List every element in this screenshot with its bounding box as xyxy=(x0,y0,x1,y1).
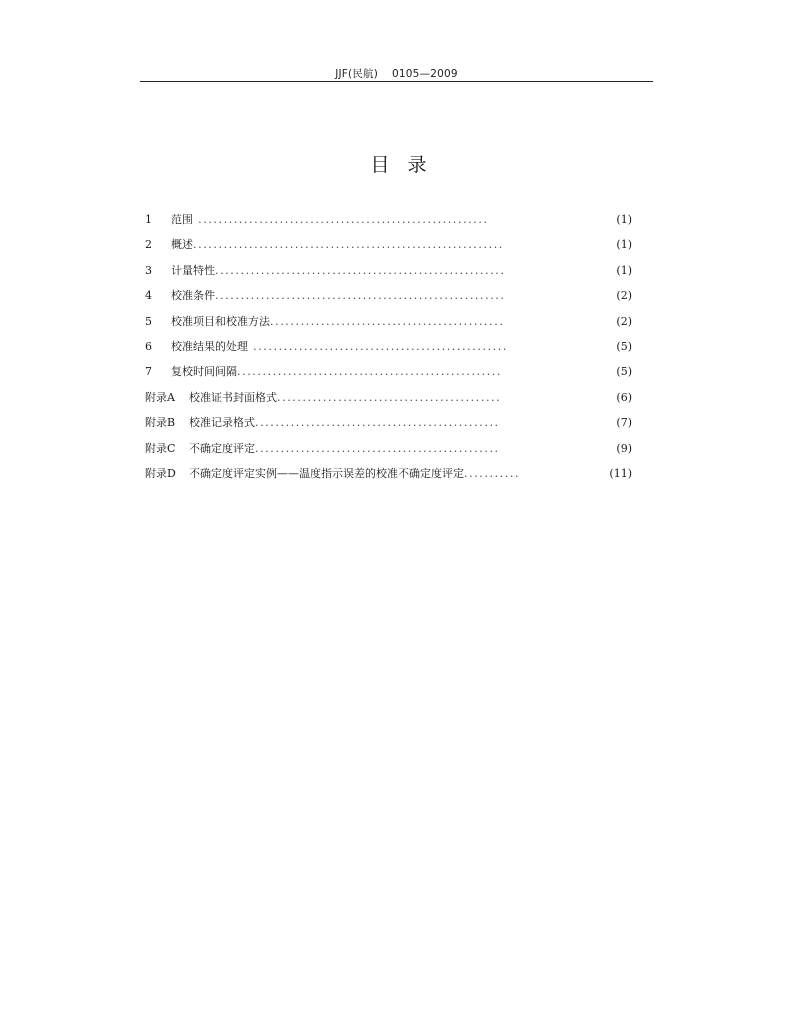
toc-entry-2[interactable] xyxy=(145,238,632,263)
toc-number: 1 xyxy=(145,213,152,226)
toc-page: (1) xyxy=(616,263,632,277)
toc-label: 计量特性 xyxy=(171,263,215,277)
toc-page: (1) xyxy=(616,238,632,252)
toc-label: 校准条件 xyxy=(171,289,215,303)
toc-entry-6[interactable] xyxy=(145,340,632,365)
toc-entry-1[interactable] xyxy=(145,213,632,238)
standard-code: 0105—2009 xyxy=(392,68,458,80)
toc-number: 2 xyxy=(145,238,152,252)
toc-label: 范围 xyxy=(171,213,193,226)
toc-page: (2) xyxy=(616,289,632,303)
toc-entry-5[interactable] xyxy=(145,315,632,340)
toc-leader: ............................................ xyxy=(277,390,502,404)
toc-entry-appendix-c[interactable] xyxy=(145,442,632,467)
toc-leader: ......................................................... xyxy=(215,263,506,277)
toc-leader: .............................................. xyxy=(270,314,505,328)
toc-number: 附录A xyxy=(145,390,175,404)
toc-page: (5) xyxy=(616,339,632,353)
toc-entry-3[interactable] xyxy=(145,264,632,289)
toc-entry-appendix-b[interactable] xyxy=(145,416,632,441)
toc-leader: .................................................... xyxy=(237,365,503,379)
toc-label: 概述 xyxy=(171,238,193,252)
toc-label: 校准记录格式 xyxy=(189,416,255,430)
toc-entry-appendix-a[interactable] xyxy=(145,391,632,416)
toc-leader: ......................................................... xyxy=(215,289,506,303)
toc-leader: ................................................ xyxy=(255,441,500,455)
toc-number: 4 xyxy=(145,289,152,303)
header-divider xyxy=(140,81,653,82)
toc-page: (7) xyxy=(616,416,632,430)
toc-number: 7 xyxy=(145,365,152,379)
toc-entry-appendix-d[interactable] xyxy=(145,467,632,492)
toc-label: 不确定度评定 xyxy=(189,441,255,455)
standard-label: JJF(民航) xyxy=(335,68,379,80)
toc-page: (5) xyxy=(616,365,632,379)
toc-number: 3 xyxy=(145,263,152,277)
toc-page: (9) xyxy=(616,441,632,455)
toc-page: (6) xyxy=(616,390,632,404)
toc-page: (2) xyxy=(616,314,632,328)
toc-leader: ........... xyxy=(464,466,521,480)
toc-entry-7[interactable] xyxy=(145,365,632,390)
toc-page: (11) xyxy=(609,466,632,480)
toc-leader: ......................................................... xyxy=(193,213,489,226)
toc-number: 6 xyxy=(145,339,152,353)
toc-title: 目录 xyxy=(370,154,445,176)
table-of-contents xyxy=(145,213,632,492)
toc-leader: ................................................ xyxy=(255,416,500,430)
toc-number: 附录D xyxy=(145,466,176,480)
toc-label: 复校时间间隔 xyxy=(171,365,237,379)
toc-number: 5 xyxy=(145,314,152,328)
page-header xyxy=(140,66,653,81)
toc-page: (1) xyxy=(616,213,632,226)
toc-label: 校准结果的处理 xyxy=(171,339,248,353)
toc-label: 校准项目和校准方法 xyxy=(171,314,270,328)
toc-entry-4[interactable] xyxy=(145,289,632,314)
toc-label: 校准证书封面格式 xyxy=(189,390,277,404)
toc-number: 附录B xyxy=(145,416,176,430)
toc-leader: .................................................. xyxy=(248,339,508,353)
toc-label: 不确定度评定实例——温度指示误差的校准不确定度评定 xyxy=(189,466,464,480)
toc-number: 附录C xyxy=(145,441,176,455)
toc-leader: ............................................................. xyxy=(193,238,504,252)
